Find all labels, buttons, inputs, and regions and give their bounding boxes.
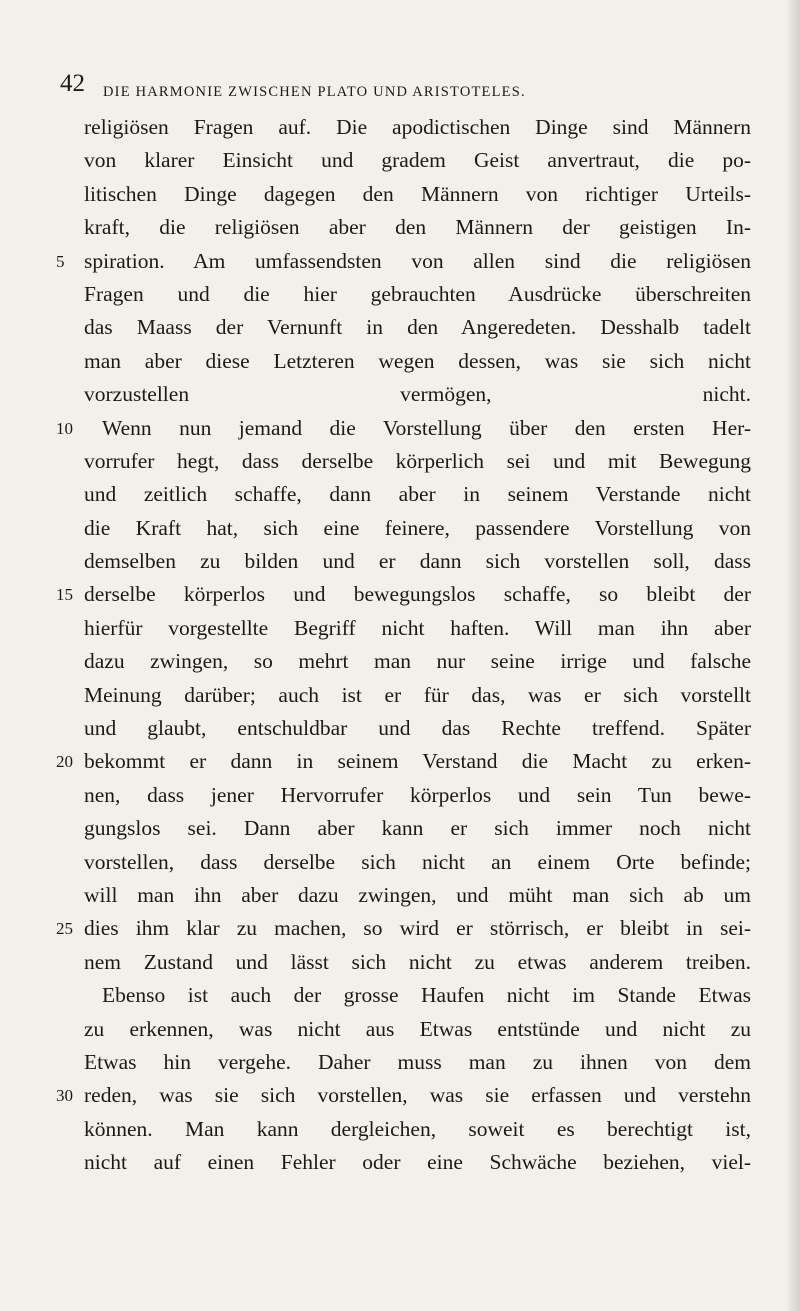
text-line	[0, 512, 800, 545]
text-line	[0, 412, 800, 445]
text-line	[0, 779, 800, 812]
line-text: können. Man kann dergleichen, soweit es berechtigt ist,	[84, 1116, 751, 1141]
text-line	[0, 946, 800, 979]
text-line	[0, 612, 800, 645]
line-text: das Maass der Vernunft in den Angeredeten. Desshalb tadelt	[84, 315, 751, 340]
text-line	[0, 879, 800, 912]
text-line	[0, 211, 800, 244]
text-line	[0, 645, 800, 678]
line-text: derselbe körperlos und bewegungslos schaffe, so bleibt der	[84, 582, 751, 607]
text-line	[0, 111, 800, 144]
line-text: kraft, die religiösen aber den Männern der geistigen In-	[84, 215, 751, 240]
line-text: von klarer Einsicht und gradem Geist anvertraut, die po-	[84, 148, 751, 173]
line-text: dazu zwingen, so mehrt man nur seine irrige und falsche	[84, 649, 751, 674]
line-number: 5	[56, 251, 65, 271]
text-line	[0, 1146, 800, 1179]
text-line	[0, 545, 800, 578]
line-number: 15	[56, 585, 73, 605]
line-text: die Kraft hat, sich eine feinere, passendere Vorstellung von	[84, 515, 751, 540]
line-text: demselben zu bilden und er dann sich vorstellen soll, dass	[84, 549, 751, 574]
body-text	[0, 111, 800, 1180]
text-line	[0, 178, 800, 211]
text-line	[0, 478, 800, 511]
line-text: man aber diese Letzteren wegen dessen, was sie sich nicht	[84, 348, 751, 373]
line-text: gungslos sei. Dann aber kann er sich immer noch nicht	[84, 816, 751, 841]
page-edge-shadow	[786, 0, 800, 1311]
line-text: und zeitlich schaffe, dann aber in seinem Verstande nicht	[84, 482, 751, 507]
text-line	[0, 144, 800, 177]
running-head: DIE HARMONIE ZWISCHEN PLATO UND ARISTOTELES.	[103, 84, 526, 100]
line-text: religiösen Fragen auf. Die apodictischen Dinge sind Männern	[84, 115, 751, 139]
line-text: vorstellen, dass derselbe sich nicht an einem Orte befinde;	[84, 849, 751, 874]
line-text: Fragen und die hier gebrauchten Ausdrücke überschreiten	[84, 281, 751, 306]
line-text: spiration. Am umfassendsten von allen sind die religiösen	[84, 248, 751, 273]
text-line	[0, 745, 800, 778]
line-number: 20	[56, 752, 73, 772]
line-text: Ebenso ist auch der grosse Haufen nicht im Stande Etwas	[102, 983, 751, 1008]
line-text: nem Zustand und lässt sich nicht zu etwas anderem treiben.	[84, 949, 751, 974]
text-line	[0, 1079, 800, 1112]
text-line	[0, 979, 800, 1012]
text-line	[0, 445, 800, 478]
page-header	[60, 70, 700, 106]
text-line	[0, 578, 800, 611]
line-text: dies ihm klar zu machen, so wird er störrisch, er bleibt in sei-	[84, 916, 751, 941]
line-text: und glaubt, entschuldbar und das Rechte treffend. Später	[84, 716, 751, 741]
text-line	[0, 311, 800, 344]
text-line	[0, 812, 800, 845]
text-line	[0, 278, 800, 311]
line-number: 30	[56, 1086, 73, 1106]
text-line	[0, 245, 800, 278]
line-number: 25	[56, 919, 73, 939]
line-text: will man ihn aber dazu zwingen, und müht man sich ab um	[84, 882, 751, 907]
line-text: hierfür vorgestellte Begriff nicht haften. Will man ihn aber	[84, 615, 751, 640]
line-number: 10	[56, 418, 73, 438]
line-text: bekommt er dann in seinem Verstand die Macht zu erken-	[84, 749, 751, 774]
line-text: Wenn nun jemand die Vorstellung über den ersten Her-	[102, 415, 751, 440]
text-line	[0, 679, 800, 712]
line-text: reden, was sie sich vorstellen, was sie erfassen und verstehn	[84, 1083, 751, 1108]
line-text: vorzustellen vermögen, nicht.	[84, 382, 751, 407]
line-text: nicht auf einen Fehler oder eine Schwäche beziehen, viel-	[84, 1150, 751, 1175]
line-text: vorrufer hegt, dass derselbe körperlich sei und mit Bewegung	[84, 448, 751, 473]
page-number: 42	[60, 70, 85, 97]
line-text: Etwas hin vergehe. Daher muss man zu ihnen von dem	[84, 1049, 751, 1074]
line-text: zu erkennen, was nicht aus Etwas entstünde und nicht zu	[84, 1016, 751, 1041]
text-line	[0, 378, 800, 411]
text-line	[0, 1113, 800, 1146]
line-text: Meinung darüber; auch ist er für das, was er sich vorstellt	[84, 682, 751, 707]
text-line	[0, 345, 800, 378]
text-line	[0, 846, 800, 879]
text-line	[0, 1046, 800, 1079]
text-line	[0, 1013, 800, 1046]
line-text: litischen Dinge dagegen den Männern von richtiger Urteils-	[84, 181, 751, 206]
line-text: nen, dass jener Hervorrufer körperlos und sein Tun bewe-	[84, 782, 751, 807]
text-line	[0, 712, 800, 745]
text-line	[0, 912, 800, 945]
